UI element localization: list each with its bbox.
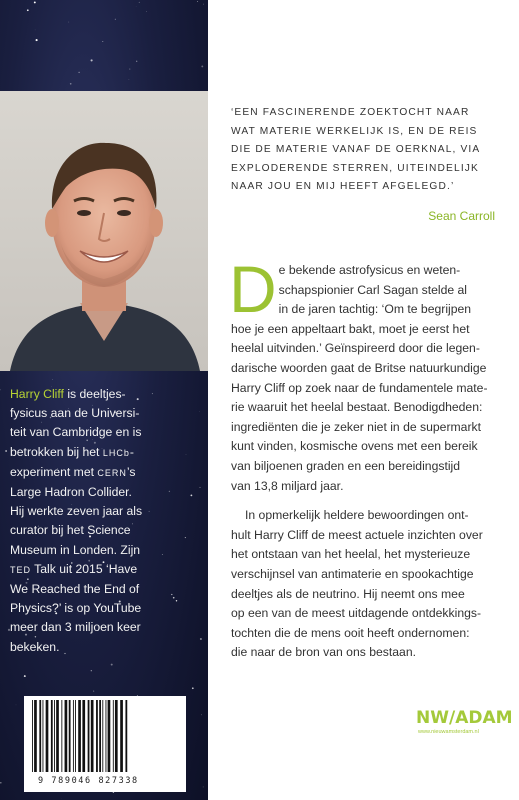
body-line: deeltjes als de neutrino. Hij neemt ons mee [231, 586, 465, 601]
body-line: van 13,8 miljard jaar. [231, 478, 344, 493]
barcode-bar [61, 700, 62, 772]
barcode-bar [125, 700, 127, 772]
star [24, 675, 26, 677]
barcode-bar [113, 700, 114, 772]
barcode-bar [65, 700, 68, 772]
star [27, 9, 29, 11]
star [16, 705, 17, 706]
barcode-bar [54, 700, 55, 772]
barcode-bar [75, 700, 76, 772]
barcode-bar [82, 700, 85, 772]
star [197, 1, 198, 2]
star [203, 786, 204, 787]
publisher-logo [416, 708, 512, 748]
star [69, 22, 70, 23]
star [70, 83, 72, 85]
body-line: op een van de meest uitdagende ontdekkings- [231, 606, 482, 621]
star [201, 714, 202, 715]
star [91, 670, 92, 671]
blurb-body [229, 252, 507, 663]
barcode-bar [91, 700, 94, 772]
barcode-bar [32, 700, 33, 772]
blurb-paragraph-2 [231, 506, 507, 663]
star [129, 69, 130, 70]
body-line: verschijnsel van antimaterie en spookachtige [231, 566, 474, 581]
star [78, 72, 79, 73]
body-line: van biljoenen graden en een bereidingstijd [231, 458, 461, 473]
barcode-bar [46, 700, 49, 772]
body-line: het ontstaan van het heelal, het mysterieuze [231, 547, 471, 562]
star [201, 65, 203, 67]
quote-line: WAT MATERIE WERKELIJK IS, EN DE REIS [231, 125, 478, 137]
barcode-bar [43, 700, 44, 772]
body-line: Harry Cliff op zoek naar de fundamentele mate- [231, 380, 488, 395]
barcode-bar [120, 700, 123, 772]
star [5, 450, 7, 452]
star [35, 30, 36, 31]
barcode-bar [102, 700, 103, 772]
body-line: ingrediënten die je zeker niet in de supermarkt [231, 419, 481, 434]
quote-line: EXPLODERENDE STERREN, UITEINDELIJK [231, 162, 479, 174]
body-line: die naar de bron van ons bestaan. [231, 645, 416, 660]
star [91, 59, 93, 61]
blurb-quote [231, 104, 503, 197]
body-line: schapspionier Carl Sagan stelde al [278, 282, 468, 297]
body-line: in de jaren tachtig: ‘Om te begrijpen [278, 302, 472, 317]
body-line: In opmerkelijk heldere bewoordingen ont- [245, 508, 469, 523]
barcode-digits: 9 789046 827338 [38, 776, 139, 786]
body-line: hoe je een appeltaart bakt, moet je eerst het [231, 321, 470, 336]
star [136, 61, 137, 62]
barcode-bar [34, 700, 37, 772]
star [115, 19, 116, 20]
star [139, 2, 140, 3]
publisher-url: www.nieuwamsterdam.nl [418, 729, 479, 735]
star [36, 39, 38, 41]
barcode-bar [115, 700, 118, 772]
dropcap-letter: D [229, 252, 277, 326]
barcode-bar [39, 700, 41, 772]
star [0, 782, 2, 784]
body-line: hult Harry Cliff de meest actuele inzichten over [231, 527, 483, 542]
star [93, 691, 94, 692]
quote-line: NAAR JOU EN MIJ HEEFT AFGELEGD.’ [231, 181, 455, 192]
author-portrait-image [0, 91, 208, 371]
star [146, 11, 147, 12]
star [102, 41, 103, 42]
star [0, 389, 1, 390]
barcode-bar [106, 700, 107, 772]
barcode-bar [108, 700, 111, 772]
isbn-barcode [24, 696, 186, 792]
star [34, 1, 36, 3]
author-name: Harry Cliff [10, 387, 64, 401]
star [192, 687, 194, 689]
barcode-bar [88, 700, 90, 772]
star [200, 638, 202, 640]
barcode-bar [99, 700, 101, 772]
barcode-bar [96, 700, 98, 772]
body-line: darische woorden gaat de Britse natuurkundige [231, 360, 487, 375]
quote-line: ‘EEN FASCINERENDE ZOEKTOCHT NAAR [231, 107, 470, 118]
barcode-bar [73, 700, 74, 772]
star [111, 664, 113, 666]
barcode-bar [78, 700, 81, 772]
author-bio: Harry Cliff is deeltjes- fysicus aan de Universi- teit van Cambridge en is betrokken bij het LHCb- experiment met CERN’s Large Hadron Collider. Hij werkte zeven jaar als curator bij het Science Museum in Londen. Zijn TED Talk uit 2015 ‘Have We Reached the End of Physics?’ is op YouTube meer dan 3 miljoen keer bekeken. [10, 387, 143, 654]
body-line: tochten die de mens ooit heeft ondernomen: [231, 625, 470, 640]
barcode-bar [56, 700, 59, 772]
space-background-panel [0, 0, 208, 800]
body-line: rie waaruit het heelal bestaat. Benodigdheden: [231, 400, 483, 415]
star [203, 4, 204, 5]
author-photo [0, 91, 208, 371]
body-line: kunt vinden, kosmische ovens met een bereik [231, 439, 478, 454]
body-line: heelal uitvinden.’ Geïnspireerd door die legen- [231, 341, 480, 356]
star [52, 379, 53, 380]
barcode-bar [51, 700, 53, 772]
barcode-bar [69, 700, 71, 772]
barcode-bars [24, 696, 186, 776]
quote-attribution: Sean Carroll [428, 209, 495, 223]
publisher-name: NW/ADAM [416, 708, 513, 728]
body-line: e bekende astrofysicus en weten- [278, 263, 461, 277]
quote-line: DIE DE MATERIE VANAF DE OERKNAL, VIA [231, 144, 481, 155]
star [129, 79, 130, 80]
